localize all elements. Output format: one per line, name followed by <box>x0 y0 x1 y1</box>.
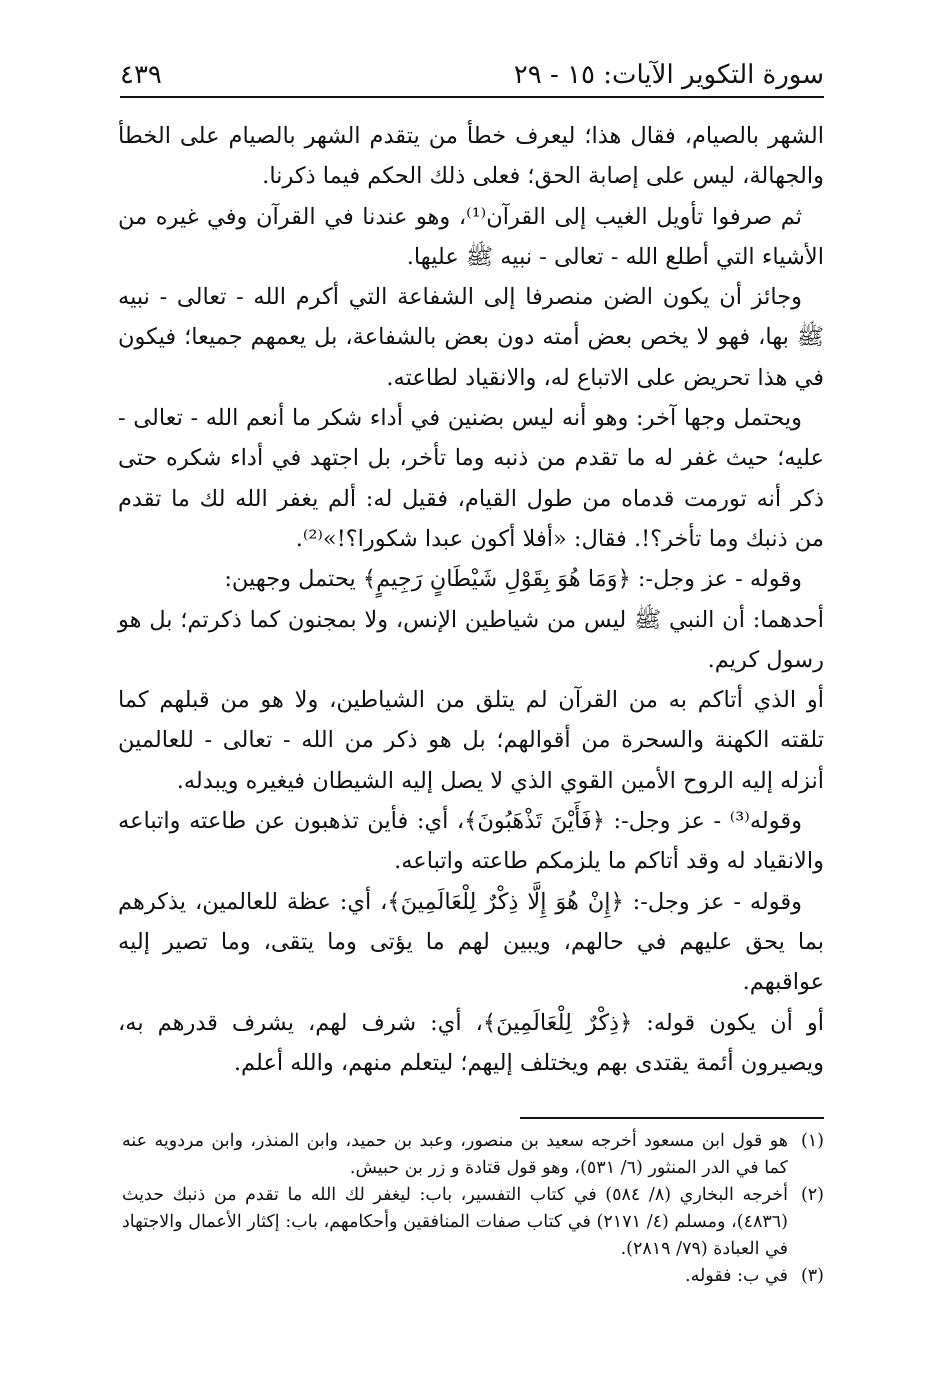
footnote-divider <box>520 1117 824 1119</box>
footnote-text: في ب: فقوله. <box>685 1266 788 1286</box>
footnote-number: (١) <box>800 1131 824 1151</box>
paragraph: وقوله⁽³⁾ - عز وجل-: ﴿فَأَيْنَ تَذْهَبُونَ﴾، أي: فأين تذهبون عن طاعته واتباعه والانقياد له وقد أتاكم ما يلزمكم طاعته واتباعه. <box>118 808 824 875</box>
footnote-text: هو قول ابن مسعود أخرجه سعيد بن منصور، وعبد بن حميد، وابن المنذر، وابن مردويه عنه كما في الدر المنثور (٦/ ٥٣١)، وهو قول قتادة و زر بن حبيش. <box>122 1131 788 1178</box>
footnote-number: (٢) <box>800 1185 824 1205</box>
main-text <box>118 116 824 1083</box>
footnote <box>122 1128 824 1182</box>
running-title: سورة التكوير الآيات: ١٥ - ٢٩ <box>513 60 824 90</box>
footnote <box>122 1182 824 1263</box>
paragraph: الشهر بالصيام، فقال هذا؛ ليعرف خطأ من يتقدم الشهر بالصيام على الخطأ والجهالة، ليس على إصابة الحق؛ فعلى ذلك الحكم فيما ذكرنا. <box>118 123 824 190</box>
footnote-text: أخرجه البخاري (٨/ ٥٨٤) في كتاب التفسير، باب: ليغفر لك الله ما تقدم من ذنبك حديث (٤٨٣٦)، ومسلم (٤/ ٢١٧١) في كتاب صفات المنافقين وأحكامهم، باب: إكثار الأعمال والاجتهاد في العبادة (٧٩/ ٢٨١٩). <box>122 1185 788 1259</box>
footnote-number: (٣) <box>800 1266 824 1286</box>
paragraph: وقوله - عز وجل-: ﴿وَمَا هُوَ بِقَوْلِ شَيْطَانٍ رَجِيمٍ﴾ يحتمل وجهين: <box>224 566 802 593</box>
paragraph: ويحتمل وجها آخر: وهو أنه ليس بضنين في أداء شكر ما أنعم الله - تعالى - عليه؛ حيث غفر له ما تقدم من ذنبه وما تأخر، بل اجتهد في أداء شكره حتى ذكر أنه تورمت قدماه من طول القيام، فقيل له: ألم يغفر الله لك ما تقدم من ذنبك وما تأخر؟!. فقال: «أفلا أكون عبدا شكورا؟!»⁽²⁾. <box>118 405 824 552</box>
footnote <box>122 1263 824 1290</box>
paragraph: وجائز أن يكون الضن منصرفا إلى الشفاعة التي أكرم الله - تعالى - نبيه ﷺ بها، فهو لا يخص بعض أمته دون بعض بالشفاعة، بل يعمهم جميعا؛ فيكون في هذا تحريض على الاتباع له، والانقياد لطاعته. <box>118 284 824 391</box>
paragraph: أحدهما: أن النبي ﷺ ليس من شياطين الإنس، ولا بمجنون كما ذكرتم؛ بل هو رسول كريم. <box>118 606 824 673</box>
paragraph: ثم صرفوا تأويل الغيب إلى القرآن⁽¹⁾، وهو عندنا في القرآن وفي غيره من الأشياء التي أطلع الله - تعالى - نبيه ﷺ عليها. <box>118 203 824 270</box>
paragraph: أو الذي أتاكم به من القرآن لم يتلق من الشياطين، ولا هو من قبلهم كما تلقته الكهنة والسحرة من أقوالهم؛ بل هو ذكر من الله - تعالى - للعالمين أنزله إليه الروح الأمين القوي الذي لا يصل إليه الشيطان فيغيره ويبدله. <box>118 687 824 794</box>
paragraph: أو أن يكون قوله: ﴿ذِكْرٌ لِلْعَالَمِينَ﴾، أي: شرف لهم، يشرف قدرهم به، ويصيرون أئمة يقتدى بهم ويختلف إليهم؛ ليتعلم منهم، والله أعلم. <box>118 1009 824 1076</box>
paragraph: وقوله - عز وجل-: ﴿إِنْ هُوَ إِلَّا ذِكْرٌ لِلْعَالَمِينَ﴾، أي: عظة للعالمين، يذكرهم بما يحق عليهم في حالهم، ويبين لهم ما يؤتى وما يتقى، وما تصير إليه عواقبهم. <box>118 888 824 996</box>
footnotes <box>122 1128 824 1290</box>
page-header <box>120 56 824 98</box>
page-number: ٤٣٩ <box>120 60 162 90</box>
